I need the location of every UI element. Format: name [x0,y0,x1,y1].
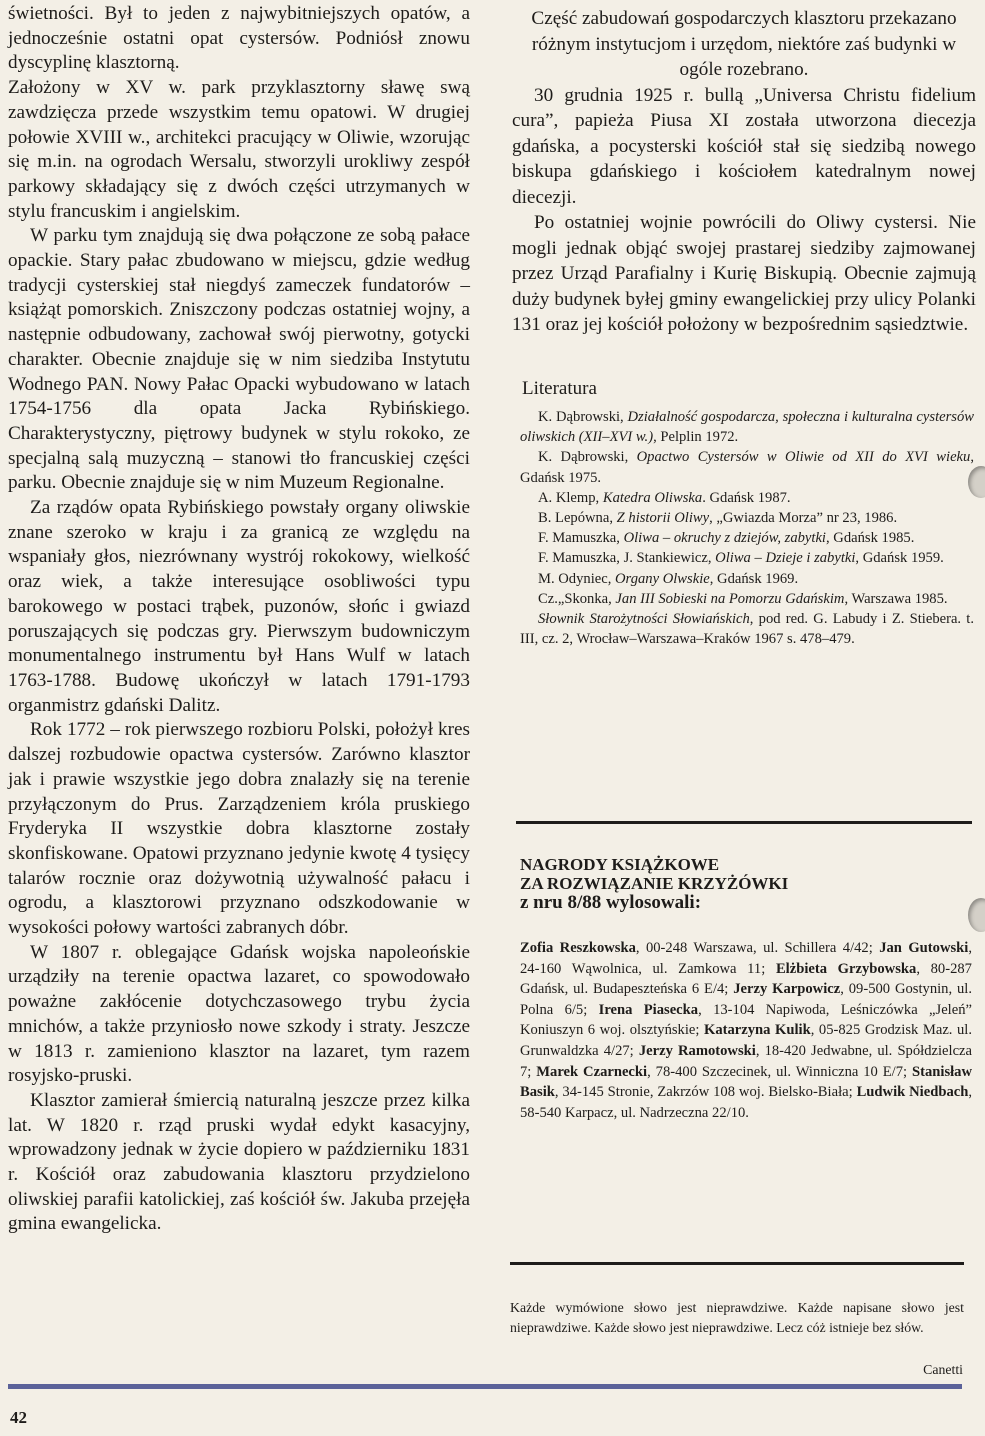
entry-author: A. Klemp, [538,489,603,506]
winner-address: , 09-500 Gostynin, ul. Polna 6/5; [520,981,972,1018]
literature-entry [520,569,974,589]
entry-title: Opactwo Cystersów w Oliwie od XII do XVI wieku [636,449,971,466]
prizes-heading-line3: z nru 8/88 wylosowali: [520,892,702,913]
winner-address: , 24-160 Wąwolnica, ul. Zamkowa 11; [520,940,972,977]
prizes-heading [520,855,788,912]
entry-details: , Gdańsk 1959. [855,550,944,567]
winner-name: Elżbieta Grzybowska [775,960,917,977]
entry-author: K. Dąbrowski, [538,409,628,425]
entry-author: F. Mamuszka, [538,530,624,547]
entry-author: F. Mamuszka, J. Stankiewicz, [538,550,716,567]
winner-address: , 78-400 Szczecinek, ul. Winniczna 10 E/7; [647,1063,912,1080]
entry-details: , Pelplin 1972. [653,429,739,446]
left-paragraph-6: W 1807 r. oblegające Gdańsk wojska napoleońskie urządziły na terenie opactwa lazaret, co spowodowało poważne zakłócenie dotychczasowego trybu życia mnichów, a także przyniosło nowe szkody i straty. Jeszcze w 1813 r. zamieniono klasztor na lazaret, tym razem rosyjsko-pruski. [8,941,470,1087]
entry-author: M. Odyniec, [538,570,616,587]
literature-list [520,407,974,649]
literature-entry [520,508,974,528]
entry-details: , pod red. G. Labudy i Z. Stiebera. t. III, cz. 2, Wrocław–Warszawa–Kraków 1967 s. 478–479. [520,611,975,648]
entry-details: , Warszawa 1985. [844,590,948,607]
prizes-heading-line1: NAGRODY KSIĄŻKOWE [520,855,720,874]
winner-address: , 18-420 Jedwabne, ul. Spółdzielcza 7; [520,1042,973,1080]
winner-address: , 34-145 Stronie, Zakrzów 108 woj. Bielsko-Biała; [554,1084,857,1101]
right-column [512,6,976,338]
winner-name: Zofia Reszkowska [520,940,636,956]
winner-name: Jerzy Ramotowski [638,1042,756,1059]
winner-address: , 80-287 Gdańsk, ul. Budapeszteńska 6 E/4; [520,960,972,998]
literature-entry [520,407,974,447]
entry-details: , Gdańsk 1975. [520,449,974,486]
winner-address: , 58-540 Karpacz, ul. Nadrzeczna 22/10. [520,1084,972,1121]
left-paragraph-7: Klasztor zamierał śmiercią naturalną jeszcze przez kilka lat. W 1820 r. rząd pruski wydał edykt kasacyjny, wprowadzony jednak w życie dopiero w październiku 1831 r. Kościół oraz zabudowania klasztoru przydzielono oliwskiej parafii katolickiej, zaś kościół św. Jakuba przejęła gmina ewangelicka. [8,1089,470,1235]
left-paragraph-4: Za rządów opata Rybińskiego powstały organy oliwskie znane szeroko w kraju i za granicą ze względu na wspaniały głos, niezrównany wystrój rokokowy, wielkość oraz wiek, a także interesujące osobliwości typu barokowego w postaci trąbek, puzonów, słońc i gwiazd poruszających się podczas gry. Pierwszym budowniczym monumentalnego instrumentu był Hans Wulf w latach 1763-1788. Budowę ukończył w latach 1791-1793 organmistrz gdański Dalitz. [8,497,470,716]
winners-list [520,938,972,1123]
entry-title: Jan III Sobieski na Pomorzu Gdańskim [615,590,845,607]
binder-hole-bottom [968,898,985,932]
quote-author: Canetti [923,1362,963,1377]
entry-title: Oliwa – Dzieje i zabytki [715,550,856,567]
quote-text: Każde wymówione słowo jest nieprawdziwe. Każde napisane słowo jest nieprawdziwe. Każde słowo jest nieprawdziwe. Lecz cóż istnieje bez słów. [510,1300,964,1335]
entry-title: Działalność gospodarcza, społeczna i kulturalna cystersów oliwskich (XII–XVI w.) [520,409,974,446]
left-paragraph-2: Założony w XV w. park przyklasztorny sławę swą zawdzięcza przede wszystkim temu opatowi. W drugiej połowie XVIII w., architekci pracujący w Oliwie, wzorując się m.in. na ogrodach Wersalu, stworzyli urokliwy zespół parkowy składający się z dwóch części utrzymanych w stylu francuskim i angielskim. [8,77,470,222]
winner-name: Ludwik Niedbach [856,1084,969,1101]
winner-name: Irena Piasecka [598,1001,699,1018]
winner-name: Marek Czarnecki [536,1063,648,1080]
entry-author: K. Dąbrowski, [538,449,637,466]
winner-name: Katarzyna Kulik [704,1022,811,1039]
literature-entry [520,528,974,548]
entry-title: Katedra Oliwska [602,489,703,506]
right-paragraph-1: Część zabudowań gospodarczych klasztoru przekazano różnym instytucjom i urzędom, niektóre zaś budynki w ogóle rozebrano. [531,8,957,80]
entry-title: Organy Olwskie [615,570,710,587]
right-paragraph-3: Po ostatniej wojnie powrócili do Oliwy cystersi. Nie mogli jednak objąć swojej prastarej siedziby zajmowanej przez Urząd Parafialny i Kurię Biskupią. Obecnie zajmują duży budynek byłej gminy ewangelickiej przy ulicy Polanki 131 oraz jej kościół położony w bezpośrednim sąsiedztwie. [512,212,976,335]
entry-author: Cz.„Skonka, [538,590,616,607]
right-paragraph-2: 30 grudnia 1925 r. bullą „Universa Christu fidelium cura”, papieża Piusa XI została utworzona diecezja gdańska, a pocysterski kościół stał się siedzibą nowego biskupa gdańskiego i kościołem katedralnym nowej diecezji. [512,84,976,208]
left-column [8,2,470,1237]
winner-name: Jerzy Karpowicz [733,981,841,998]
winner-address: , 13-104 Napiwoda, Leśniczówka „Jeleń” Koniuszyn 6 woj. olsztyńskie; [520,1001,972,1039]
entry-title: Z historii Oliwy [616,510,710,527]
entry-details: , Gdańsk 1985. [825,530,915,547]
entry-author: B. Lepówna, [538,510,617,527]
winner-name: Stanisław Basik [520,1063,973,1101]
entry-details: . Gdańsk 1987. [702,489,791,506]
entry-details: , „Gwiazda Morza” nr 23, 1986. [709,510,898,527]
left-paragraph-1: świetności. Był to jeden z najwybitniejszych opatów, a jednocześnie ostatni opat cystersów. Podniósł znowu dyscyplinę klasztorną. [8,3,470,74]
bottom-color-band [8,1384,962,1389]
page-number: 42 [10,1408,27,1427]
winner-address: , 00-248 Warszawa, ul. Schillera 4/42; [635,940,880,956]
left-paragraph-5: Rok 1772 – rok pierwszego rozbioru Polski, położył kres dalszej rozbudowie opactwa cystersów. Zarówno klasztor jak i prawie wszystkie jego dobra znalazły się na terenie przyłączonym do Prus. Zarządzeniem króla pruskiego Fryderyka II wszystkie dobra klasztorne zostały skonfiskowane. Opatowi przyznano jedynie kwotę 4 tysięcy talarów rocznie oraz dożywotnią używalność pałacu i ogrodu, a klasztorowi przyznano odszkodowanie w wysokości połowy wartości zabranych dóbr. [8,719,470,939]
literature-entry [520,447,974,487]
literature-heading: Literatura [522,378,597,399]
literature-entry [520,589,974,609]
divider-top [516,821,972,824]
winner-address: , 05-825 Grodzisk Maz. ul. Grunwaldzka 4/27; [520,1022,972,1059]
left-paragraph-3: W parku tym znajdują się dwa połączone ze sobą pałace opackie. Stary pałac zbudowano w miejscu, gdzie według tradycji cysterskiej stał niegdyś zameczek fundatorów – książąt pomorskich. Zniszczony podczas ostatniej wojny, a następnie odbudowany, zachował swój pierwotny, gotycki charakter. Obecnie znajduje się w nim siedziba Instytutu Wodnego PAN. Nowy Pałac Opacki wybudowano w latach 1754-1756 dla opata Jacka Rybińskiego. Charakterystyczny, piętrowy budynek w stylu rokoko, ze specjalną salą muzyczną – stanowi tło francuskiej części parku. Obecnie znajduje się w nim Muzeum Regionalne. [8,225,470,494]
entry-title: Oliwa – okruchy z dziejów, zabytki [623,530,826,547]
prizes-heading-line2: ZA ROZWIĄZANIE KRZYŻÓWKI [520,874,789,893]
literature-entry [520,548,974,568]
divider-bottom [510,1262,964,1265]
literature-entry [520,488,974,508]
entry-title: Słownik Starożytności Słowiańskich [538,611,750,628]
entry-details: , Gdańsk 1969. [709,570,799,587]
literature-entry [520,609,974,649]
winner-name: Jan Gutowski [879,940,969,956]
